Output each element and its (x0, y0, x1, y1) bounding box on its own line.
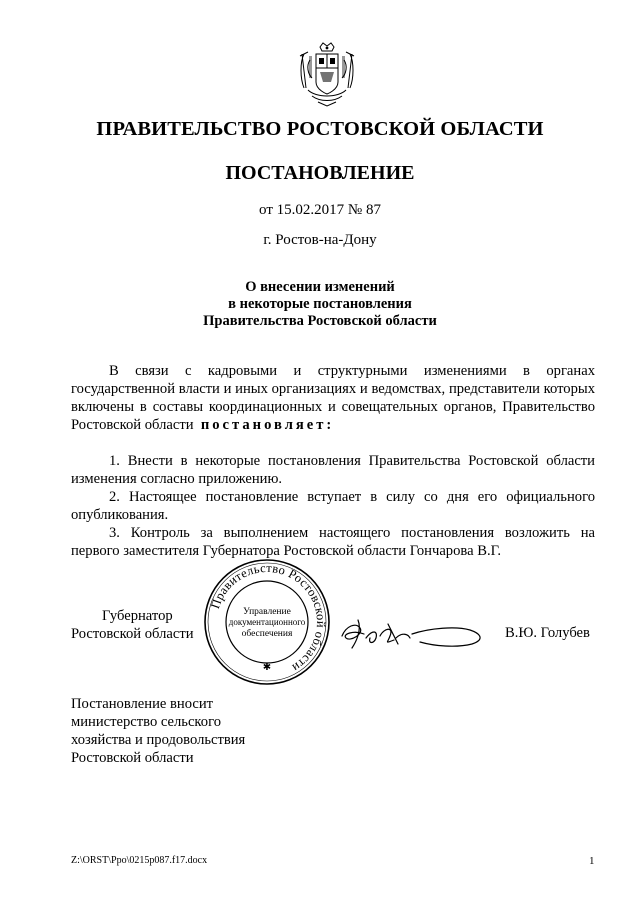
seal-inner-line: обеспечения (241, 629, 293, 639)
resolution-item: 1. Внести в некоторые постановления Правительства Ростовской области изменения согласно приложению. (71, 453, 595, 487)
note-line: Ростовской области (71, 750, 194, 766)
note-line: хозяйства и продовольствия (71, 732, 246, 748)
preamble-paragraph (71, 362, 595, 434)
position-line: Губернатор (102, 608, 173, 624)
signatory-name: В.Ю. Голубев (505, 625, 590, 641)
official-seal-icon (203, 558, 331, 686)
resolve-word: постановляет: (200, 417, 335, 433)
seal-inner-line: документационного (228, 617, 306, 627)
note-line: министерство сельского (71, 714, 221, 730)
resolution-item: 3. Контроль за выполнением настоящего постановления возложить на первого заместителя Губернатора Ростовской области Гончарова В.Г. (71, 525, 595, 559)
subject-line: Правительства Ростовской области (203, 313, 437, 329)
file-path: Z:\ORST\Ppo\0215p087.f17.docx (71, 855, 208, 866)
position-line: Ростовской области (71, 626, 194, 642)
svg-text:✱: ✱ (262, 662, 272, 673)
document-date-number: от 15.02.2017 № 87 (259, 202, 381, 218)
seal-inner-line: Управление (243, 607, 291, 617)
note-line: Постановление вносит (71, 696, 214, 712)
submitted-by-note (71, 695, 245, 767)
seal-outer-text: Правительство Ростовской области (208, 560, 329, 676)
resolution-item: 2. Настоящее постановление вступает в силу со дня его официального опубликования. (71, 489, 595, 523)
page-number: 1 (589, 855, 595, 867)
subject-line: в некоторые постановления (228, 296, 412, 312)
document-subject (0, 279, 640, 330)
document-city: г. Ростов-на-Дону (263, 232, 377, 248)
preamble-text: В связи с кадровыми и структурными изменениями в органах государственной власти и иных организациях и ведомствах, представители которых включены в составы координационных и совещательных органов, Правительство Ростовской области (71, 363, 595, 433)
handwritten-signature-icon (338, 612, 488, 654)
document-type: ПОСТАНОВЛЕНИЕ (225, 162, 415, 184)
coat-of-arms-icon (296, 42, 358, 108)
subject-line: О внесении изменений (245, 279, 395, 295)
organization-title: ПРАВИТЕЛЬСТВО РОСТОВСКОЙ ОБЛАСТИ (96, 118, 544, 140)
signatory-position (71, 607, 194, 643)
resolution-items (71, 452, 595, 560)
